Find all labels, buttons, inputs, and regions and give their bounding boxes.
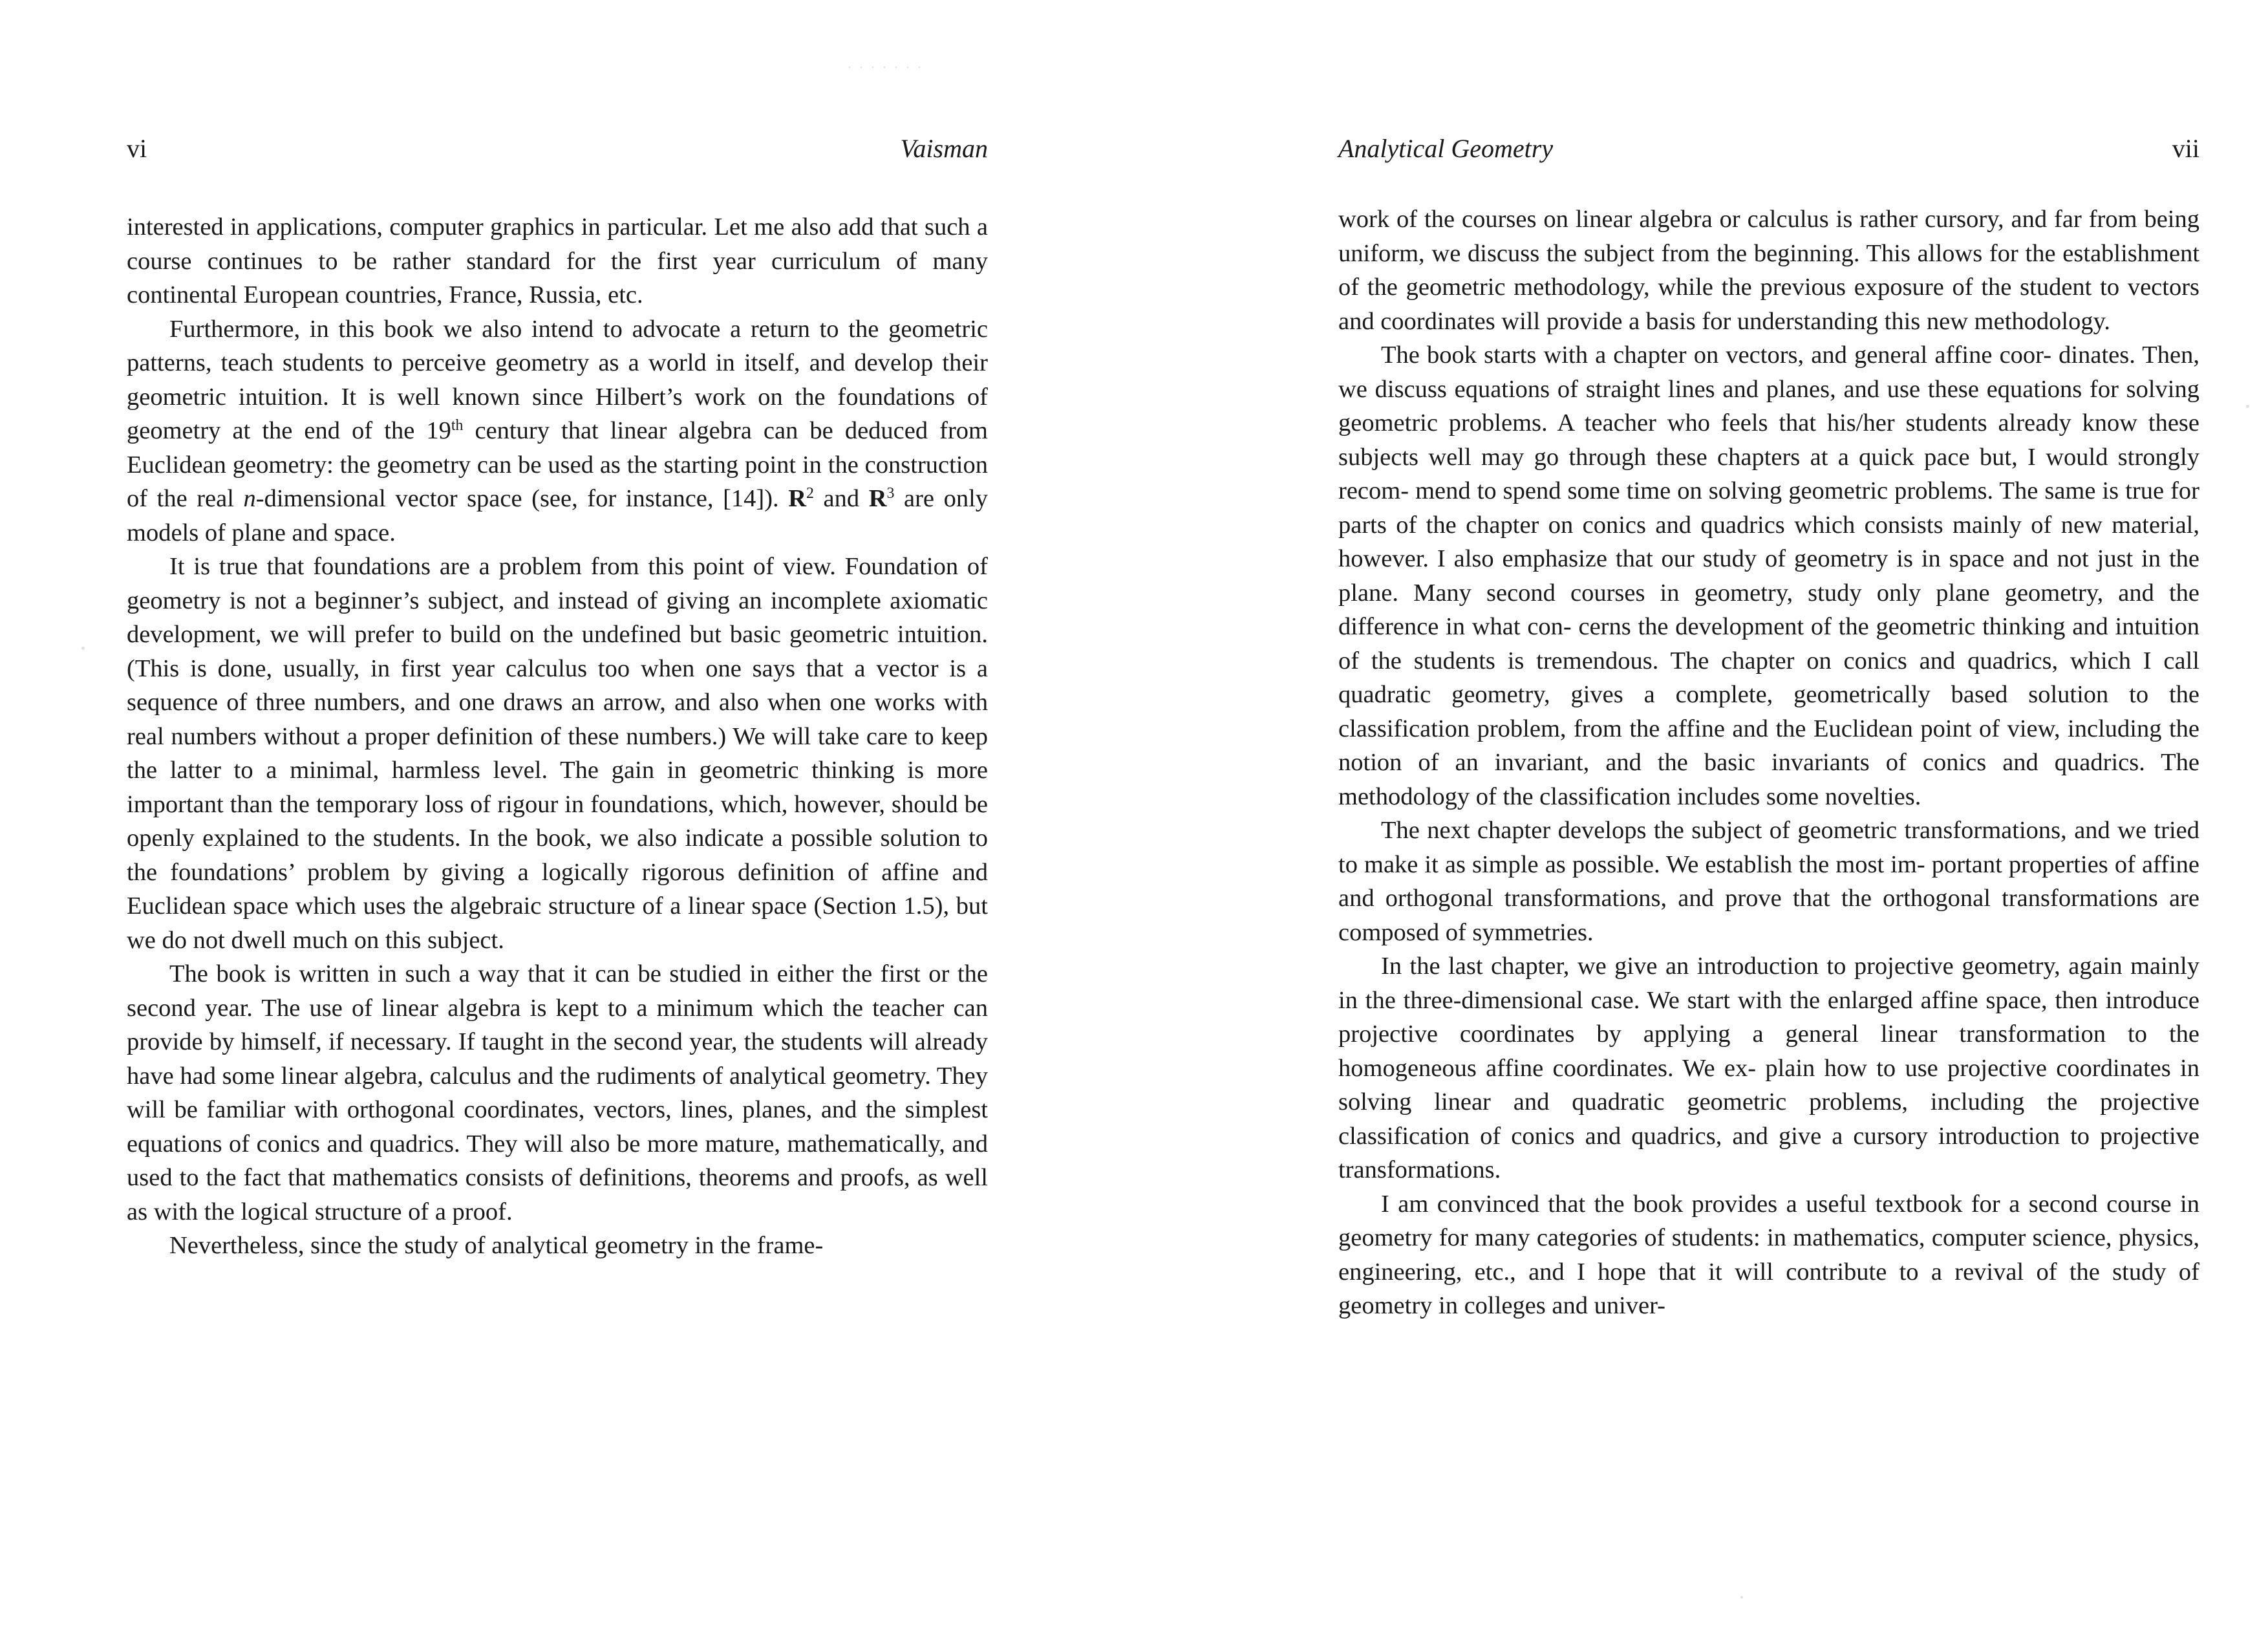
text-line: students is tremendous. The chapter on conics and quadrics, which I bbox=[1413, 647, 2152, 674]
text-line: in itself, and develop their geometric intuition. It is well known since bbox=[127, 349, 988, 411]
paragraph bbox=[1338, 338, 2199, 814]
text-line: portant properties of affine and orthogonal transformations, and prove bbox=[1338, 850, 2200, 912]
text-line: Hilbert’s work on the foundations of geometry at the end of the 19th bbox=[127, 383, 989, 444]
text-line: of conics and quadrics. The methodology of the classification includes bbox=[1338, 749, 2200, 810]
text-line: also add that such a course continues to be rather standard for the bbox=[127, 213, 989, 275]
text-line: take care to keep the latter to a minimal, harmless level. The gain bbox=[127, 722, 988, 784]
text-line: Nevertheless, since the study of analytical geometry in the frame- bbox=[169, 1232, 824, 1259]
text-line: work of the courses on linear algebra or calculus is rather cursory, and bbox=[1338, 206, 2048, 233]
text-line: the simplest equations of conics and quadrics. They will also be more bbox=[127, 1096, 988, 1158]
right-page bbox=[1338, 0, 2199, 1649]
paragraph bbox=[127, 210, 988, 312]
text-line: that the orthogonal transformations are composed of symmetries. bbox=[1338, 885, 2200, 946]
text-line: the first or the second year. The use of linear algebra is kept to a bbox=[127, 960, 988, 1022]
right-body-text bbox=[1338, 202, 2199, 1323]
paragraph bbox=[1338, 814, 2199, 949]
text-line: of view, including the notion of an invariant, and the basic invariants bbox=[1338, 715, 2199, 776]
text-line: The book starts with a chapter on vectors, and general affine coor- bbox=[1381, 341, 2052, 369]
text-line: It is true that foundations are a problem from this point of view. bbox=[169, 553, 836, 580]
left-running-head bbox=[127, 129, 988, 168]
paragraph bbox=[1338, 202, 2199, 338]
paragraph bbox=[127, 957, 988, 1229]
text-line: to the classification problem, from the affine and the Euclidean point bbox=[1338, 681, 2200, 742]
scan-speck bbox=[81, 647, 85, 650]
text-line: use these equations for solving geometric problems. A teacher who bbox=[1338, 375, 2200, 436]
running-title: Vaisman bbox=[900, 134, 988, 163]
text-line: The next chapter develops the subject of geometric transformations, bbox=[1381, 817, 2067, 844]
paragraph bbox=[127, 312, 988, 550]
paragraph bbox=[127, 1229, 988, 1263]
text-line: minimum which the teacher can provide by himself, if necessary. If bbox=[127, 994, 988, 1055]
text-line: again mainly in the three-dimensional case. We start with the enlarged bbox=[1338, 953, 2200, 1014]
text-line: the real n-dimensional vector space (see, for instance, [14]). $R^2$ and $R^3$ bbox=[156, 484, 895, 512]
text-line: linear transformation to the homogeneous affine coordinates. We ex- bbox=[1338, 1020, 2199, 1082]
text-line: far from being uniform, we discuss the subject from the beginning. This bbox=[1338, 206, 2199, 267]
text-line: linear algebra, calculus and the rudiments of analytical geometry. They bbox=[281, 1062, 988, 1090]
show-through-smudge: · · · · · · · bbox=[847, 59, 923, 76]
paragraph bbox=[1338, 1187, 2199, 1323]
text-line: mainly of new material, however. I also emphasize that our study of bbox=[1338, 511, 2200, 572]
text-line: some novelties. bbox=[1766, 782, 1921, 810]
text-line: through these chapters at a quick pace but, I would strongly recom- bbox=[1338, 443, 2199, 504]
text-line: and we tried to make it as simple as possible. We establish the most im- bbox=[1338, 817, 2200, 878]
text-line: computer science, physics, engineering, etc., and I hope that it will bbox=[1338, 1224, 2200, 1286]
text-line: geometry is in space and not just in the plane. Many second courses in bbox=[1338, 545, 2200, 607]
text-line: foundations’ problem by giving a logically rigorous definition of affine bbox=[170, 858, 939, 886]
left-body-text bbox=[127, 210, 988, 1263]
text-line: a basis for understanding this new methodology. bbox=[1629, 307, 2110, 335]
text-line: cerns the development of the geometric thinking and intuition of the bbox=[1338, 613, 2200, 674]
text-line: (Section 1.5), but we do not dwell much on this subject. bbox=[127, 892, 989, 954]
text-line: course in geometry for many categories of students: in mathematics, bbox=[1338, 1190, 2199, 1251]
text-line: contribute to a revival of the study of geometry in colleges and univer- bbox=[1338, 1258, 2199, 1319]
text-line: real numbers without a proper definition of these numbers.) We will bbox=[127, 722, 811, 750]
text-line: in geometric thinking is more important than the temporary loss of bbox=[127, 757, 988, 818]
text-line: in first year calculus too when one says that a vector is a sequence of bbox=[127, 654, 989, 716]
text-line: of definitions, theorems and proofs, as well as with the logical structure bbox=[127, 1164, 988, 1225]
text-line: on the undefined but basic geometric intuition. (This is done, usually, bbox=[127, 621, 988, 682]
text-line: the geometric patterns, teach students to perceive geometry as a world bbox=[127, 315, 988, 376]
text-line: giving an incomplete axiomatic development, we will prefer to build bbox=[127, 587, 989, 648]
text-line: mend to spend some time on solving geometric problems. The same bbox=[1415, 477, 2096, 504]
text-line: will be familiar with orthogonal coordinates, vectors, lines, planes, and bbox=[127, 1096, 857, 1123]
scan-speck bbox=[2246, 405, 2249, 408]
right-running-head bbox=[1338, 129, 2199, 168]
left-page bbox=[127, 0, 988, 1649]
page-number: vii bbox=[2172, 134, 2199, 163]
text-line: The book is written in such a way that it can be studied in either bbox=[169, 960, 834, 987]
text-line: geometric problems, including the projective classification of conics and bbox=[1338, 1088, 2199, 1150]
text-line: and Euclidean space which uses the algebraic structure of a linear space bbox=[127, 858, 989, 920]
text-line: quadrics, and give a cursory introduction to projective transformations. bbox=[1338, 1122, 2200, 1183]
text-line: three numbers, and one draws an arrow, and also when one works with bbox=[255, 689, 988, 716]
text-line: geometry, study only plane geometry, and the difference in what con- bbox=[1338, 579, 2199, 640]
paragraph bbox=[127, 550, 988, 957]
text-line: Foundation of geometry is not a beginner’s subject, and instead of bbox=[127, 553, 989, 614]
paragraph bbox=[1338, 949, 2199, 1187]
text-line: Russia, etc. bbox=[529, 281, 643, 308]
text-line: affine space, then introduce projective coordinates by applying a general bbox=[1338, 986, 2200, 1048]
text-line: interested in applications, computer graphics in particular. Let me bbox=[127, 213, 785, 241]
text-line: rigour in foundations, which, however, should be openly explained to bbox=[127, 790, 988, 852]
text-line: plain how to use projective coordinates in solving linear and quadratic bbox=[1338, 1054, 2200, 1116]
text-line: feels that his/her students already know these subjects well may go bbox=[1338, 409, 2199, 471]
page-number: vi bbox=[127, 134, 147, 163]
text-line: In the last chapter, we give an introduction to projective geometry, bbox=[1381, 953, 2060, 980]
text-line: mature, mathematically, and used to the fact that mathematics consists bbox=[127, 1130, 989, 1191]
text-line: previous exposure of the student to vectors and coordinates will provide bbox=[1338, 274, 2200, 335]
text-line: taught in the second year, the students will already have had some bbox=[127, 1028, 989, 1090]
running-title: Analytical Geometry bbox=[1338, 134, 1554, 163]
text-line: century that linear algebra can be deduced from Euclidean geometry: bbox=[127, 417, 988, 479]
text-line: dinates. Then, we discuss equations of straight lines and planes, and bbox=[1338, 341, 2200, 403]
text-line: the students. In the book, we also indicate a possible solution to the bbox=[127, 824, 989, 886]
text-line: the geometry can be used as the starting point in the construction of bbox=[127, 451, 989, 512]
text-line: of a proof. bbox=[408, 1198, 513, 1225]
text-line: call quadratic geometry, gives a complete, geometrically based solution bbox=[1338, 647, 2199, 708]
text-line: is true for parts of the chapter on conics and quadrics which consists bbox=[1338, 477, 2199, 539]
text-line: allows for the establishment of the geometric methodology, while the bbox=[1338, 239, 2200, 301]
text-line: Furthermore, in this book we also intend to advocate a return to bbox=[169, 315, 839, 343]
text-line: are only models of plane and space. bbox=[127, 485, 989, 546]
text-line: I am convinced that the book provides a useful textbook for a second bbox=[1381, 1190, 2098, 1218]
text-line: first year curriculum of many continental European countries, France, bbox=[127, 247, 989, 308]
